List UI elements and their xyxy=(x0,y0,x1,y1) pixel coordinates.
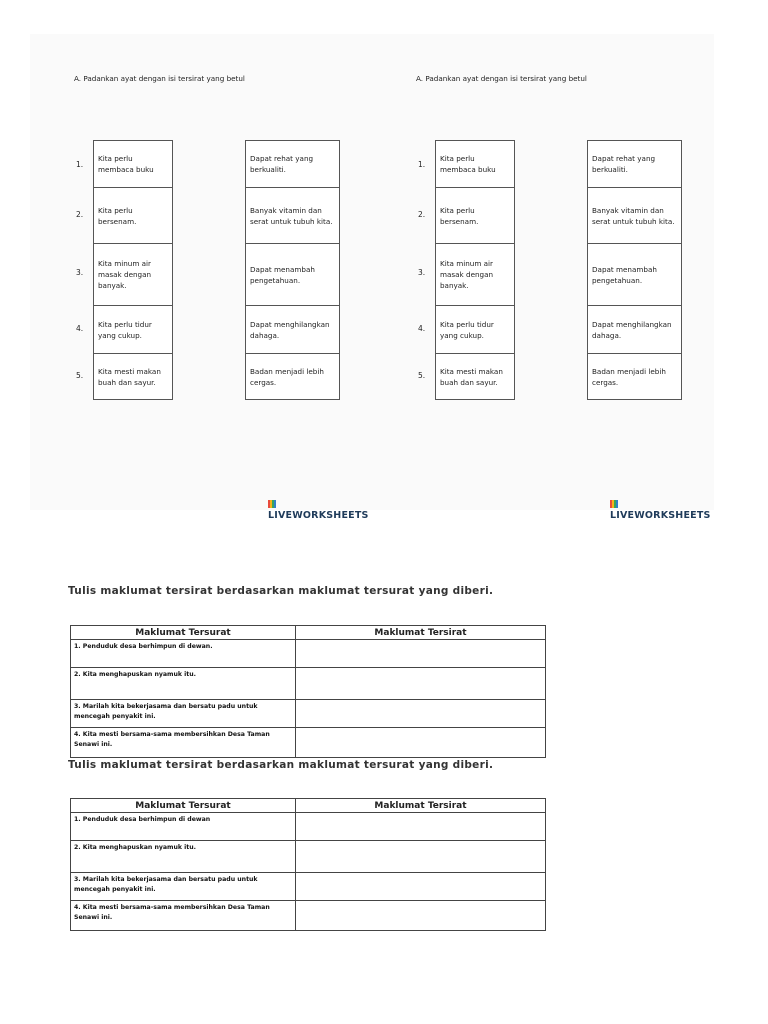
statement-text: Kita perlu tidur yang cukup. xyxy=(440,319,494,340)
left-statements-column xyxy=(93,140,173,400)
statement-box[interactable] xyxy=(436,305,514,353)
logo-icon xyxy=(268,500,276,508)
answer-text: Banyak vitamin dan serat untuk tubuh kita. xyxy=(250,205,333,226)
answer-text: Dapat rehat yang berkualiti. xyxy=(250,154,314,174)
answer-box[interactable] xyxy=(246,353,339,399)
answer-text: Dapat menghilangkan dahaga. xyxy=(250,319,330,340)
table-cell: 2. Kita menghapuskan nyamuk itu. xyxy=(71,668,296,700)
statement-text: Kita mesti makan buah dan sayur. xyxy=(98,366,161,387)
statement-box[interactable] xyxy=(436,141,514,187)
statement-text: Kita perlu tidur yang cukup. xyxy=(98,319,152,340)
answer-box[interactable] xyxy=(246,243,339,305)
liveworksheets-logo: LIVEWORKSHEETS xyxy=(268,499,372,521)
info-table xyxy=(70,798,546,931)
row-number: 3. xyxy=(76,268,84,277)
row-number: 5. xyxy=(76,371,84,380)
answer-cell[interactable] xyxy=(296,873,546,901)
answer-text: Badan menjadi lebih cergas. xyxy=(250,366,324,387)
row-number: 2. xyxy=(418,210,426,219)
statement-box[interactable] xyxy=(94,187,172,243)
answer-box[interactable] xyxy=(588,243,681,305)
answer-text: Dapat menghilangkan dahaga. xyxy=(592,319,672,340)
table-heading: Tulis maklumat tersirat berdasarkan maklumat tersurat yang diberi. xyxy=(68,759,494,771)
answer-box[interactable] xyxy=(588,353,681,399)
column-header: Maklumat Tersurat xyxy=(71,626,296,640)
answer-cell[interactable] xyxy=(296,813,546,841)
table-cell: 4. Kita mesti bersama-sama membersihkan Desa Taman Senawi ini. xyxy=(71,728,296,758)
statement-text: Kita minum air masak dengan banyak. xyxy=(440,259,494,290)
statement-box[interactable] xyxy=(94,141,172,187)
table-cell: 3. Marilah kita bekerjasama dan bersatu padu untuk mencegah penyakit ini. xyxy=(71,700,296,728)
statement-box[interactable] xyxy=(94,305,172,353)
worksheet-right xyxy=(372,34,714,521)
statement-text: Kita perlu bersenam. xyxy=(440,205,479,226)
answer-box[interactable] xyxy=(246,305,339,353)
column-header: Maklumat Tersirat xyxy=(296,626,546,640)
answer-box[interactable] xyxy=(588,305,681,353)
answer-cell[interactable] xyxy=(296,668,546,700)
answer-text: Dapat menambah pengetahuan. xyxy=(592,264,657,285)
table-heading: Tulis maklumat tersirat berdasarkan maklumat tersurat yang diberi. xyxy=(68,585,494,597)
answer-cell[interactable] xyxy=(296,640,546,668)
instruction-text: A. Padankan ayat dengan isi tersirat yang betul xyxy=(74,74,245,83)
left-statements-column xyxy=(435,140,515,400)
answer-text: Badan menjadi lebih cergas. xyxy=(592,366,666,387)
statement-box[interactable] xyxy=(436,353,514,399)
statement-text: Kita perlu membaca buku xyxy=(98,154,154,174)
row-number: 1. xyxy=(76,160,84,169)
instruction-text: A. Padankan ayat dengan isi tersirat yang betul xyxy=(416,74,587,83)
statement-text: Kita perlu membaca buku xyxy=(440,154,496,174)
answer-cell[interactable] xyxy=(296,728,546,758)
liveworksheets-logo: LIVEWORKSHEETS xyxy=(610,499,714,521)
row-number: 4. xyxy=(76,324,84,333)
table-cell: 4. Kita mesti bersama-sama membersihkan Desa Taman Senawi ini. xyxy=(71,901,296,931)
statement-box[interactable] xyxy=(94,243,172,305)
logo-icon xyxy=(610,500,618,508)
answer-box[interactable] xyxy=(246,141,339,187)
table-cell: 3. Marilah kita bekerjasama dan bersatu padu untuk mencegah penyakit ini. xyxy=(71,873,296,901)
column-header: Maklumat Tersirat xyxy=(296,799,546,813)
column-header: Maklumat Tersurat xyxy=(71,799,296,813)
statement-box[interactable] xyxy=(94,353,172,399)
statement-text: Kita perlu bersenam. xyxy=(98,205,137,226)
answer-box[interactable] xyxy=(246,187,339,243)
answer-text: Banyak vitamin dan serat untuk tubuh kita. xyxy=(592,205,675,226)
row-number: 1. xyxy=(418,160,426,169)
table-cell: 1. Penduduk desa berhimpun di dewan. xyxy=(71,640,296,668)
statement-box[interactable] xyxy=(436,243,514,305)
answer-box[interactable] xyxy=(588,187,681,243)
answer-cell[interactable] xyxy=(296,901,546,931)
answer-box[interactable] xyxy=(588,141,681,187)
right-answers-column xyxy=(245,140,340,400)
info-table xyxy=(70,625,546,758)
answer-cell[interactable] xyxy=(296,841,546,873)
row-number: 5. xyxy=(418,371,426,380)
answer-text: Dapat menambah pengetahuan. xyxy=(250,264,315,285)
statement-box[interactable] xyxy=(436,187,514,243)
statement-text: Kita mesti makan buah dan sayur. xyxy=(440,366,503,387)
right-answers-column xyxy=(587,140,682,400)
table-cell: 2. Kita menghapuskan nyamuk itu. xyxy=(71,841,296,873)
row-number: 3. xyxy=(418,268,426,277)
table-cell: 1. Penduduk desa berhimpun di dewan xyxy=(71,813,296,841)
statement-text: Kita minum air masak dengan banyak. xyxy=(98,259,152,290)
worksheet-left xyxy=(30,34,372,521)
answer-cell[interactable] xyxy=(296,700,546,728)
answer-text: Dapat rehat yang berkualiti. xyxy=(592,154,656,174)
row-number: 2. xyxy=(76,210,84,219)
row-number: 4. xyxy=(418,324,426,333)
